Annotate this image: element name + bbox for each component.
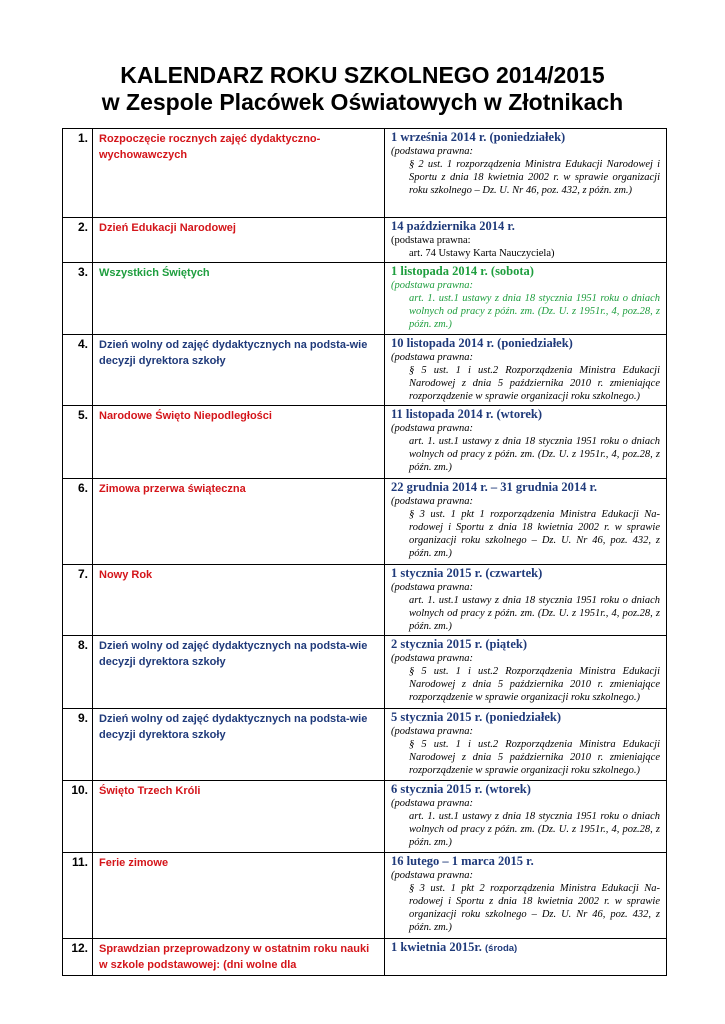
event-date-cell <box>385 781 667 853</box>
legal-basis-heading: (podstawa prawna: <box>391 423 473 434</box>
event-date-cell <box>385 479 667 565</box>
row-number: 4. <box>63 335 93 406</box>
table-row <box>63 636 667 709</box>
event-name: Zimowa przerwa świąteczna <box>93 479 385 565</box>
row-number: 11. <box>63 853 93 939</box>
event-name: Rozpoczęcie rocznych zajęć dydaktyczno-wychowawczych <box>93 129 385 218</box>
event-date: 22 grudnia 2014 r. – 31 grudnia 2014 r. <box>391 480 598 494</box>
event-date: 10 listopada 2014 r. (poniedziałek) <box>391 336 573 350</box>
event-date-cell <box>385 939 667 976</box>
legal-basis-text: § 2 ust. 1 rozporządzenia Ministra Edukacji Narodowej i Sportu z dnia 18 kwietnia 2002 r. w sprawie organizacji roku szkolnego – Dz. U. Nr 46, poz. 432, z późn. zm.) <box>409 159 660 196</box>
row-number: 9. <box>63 709 93 781</box>
legal-basis-heading: (podstawa prawna: <box>391 798 473 809</box>
event-name: Dzień wolny od zajęć dydaktycznych na podsta-wie decyzji dyrektora szkoły <box>93 636 385 709</box>
event-name: Dzień wolny od zajęć dydaktycznych na podsta-wie decyzji dyrektora szkoły <box>93 335 385 406</box>
table-row <box>63 479 667 565</box>
legal-basis-text: § 3 ust. 1 pkt 2 rozporządzenia Ministra Edukacji Na-rodowej i Sportu z dnia 18 kwietnia 2002 r. w sprawie organizacji roku szkolnego – Dz. U. Nr 46, poz. 432, z późn. zm.) <box>409 883 660 933</box>
legal-basis-text: § 5 ust. 1 i ust.2 Rozporządzenia Ministra Edukacji Narodowej z dnia 5 października 2010 r. zmieniające rozporządzenie w sprawie organizacji roku szkolnego.) <box>409 365 660 402</box>
row-number: 1. <box>63 129 93 218</box>
legal-basis-heading: (podstawa prawna: <box>391 726 473 737</box>
event-name: Wszystkich Świętych <box>93 263 385 335</box>
row-number: 12. <box>63 939 93 976</box>
event-date: 14 października 2014 r. <box>391 219 515 233</box>
table-row <box>63 129 667 218</box>
event-date: 1 stycznia 2015 r. (czwartek) <box>391 566 543 580</box>
legal-basis-heading: (podstawa prawna: <box>391 582 473 593</box>
row-number: 8. <box>63 636 93 709</box>
event-name: Ferie zimowe <box>93 853 385 939</box>
event-date: 2 stycznia 2015 r. (piątek) <box>391 637 527 651</box>
event-date: 6 stycznia 2015 r. (wtorek) <box>391 782 531 796</box>
table-row <box>63 939 667 976</box>
table-row <box>63 263 667 335</box>
event-name: Dzień Edukacji Narodowej <box>93 218 385 263</box>
legal-basis-text: § 3 ust. 1 pkt 1 rozporządzenia Ministra Edukacji Na-rodowej i Sportu z dnia 18 kwietnia 2002 r. w sprawie organizacji roku szkolnego – Dz. U. Nr 46, poz. 432, z późn. zm.) <box>409 509 660 559</box>
legal-basis-heading: (podstawa prawna: <box>391 280 473 291</box>
table-row <box>63 853 667 939</box>
event-date-cell <box>385 636 667 709</box>
table-row <box>63 218 667 263</box>
event-name: Dzień wolny od zajęć dydaktycznych na podsta-wie decyzji dyrektora szkoły <box>93 709 385 781</box>
event-date-cell <box>385 335 667 406</box>
legal-basis-heading: (podstawa prawna: <box>391 235 471 246</box>
table-row <box>63 781 667 853</box>
row-number: 3. <box>63 263 93 335</box>
row-number: 7. <box>63 565 93 636</box>
legal-basis-text: art. 1. ust.1 ustawy z dnia 18 stycznia 1951 roku o dniach wolnych od pracy z późn. zm. (Dz. U. z 1951r., 4, poz.28, z późn. zm.) <box>409 811 660 848</box>
legal-basis-text: art. 1. ust.1 ustawy z dnia 18 stycznia 1951 roku o dniach wolnych od pracy z późn. zm. (Dz. U. z 1951r., 4, poz.28, z późn. zm.) <box>409 436 660 473</box>
event-date-cell <box>385 406 667 479</box>
legal-basis-heading: (podstawa prawna: <box>391 352 473 363</box>
table-row <box>63 335 667 406</box>
event-date: 1 listopada 2014 r. (sobota) <box>391 264 534 278</box>
legal-basis-text: art. 1. ust.1 ustawy z dnia 18 stycznia 1951 roku o dniach wolnych od pracy z późn. zm. (Dz. U. z 1951r., 4, poz.28, z późn. zm.) <box>409 293 660 330</box>
row-number: 5. <box>63 406 93 479</box>
event-weekday: (środa) <box>485 943 518 954</box>
event-name: Narodowe Święto Niepodległości <box>93 406 385 479</box>
event-date: 1 września 2014 r. (poniedziałek) <box>391 130 566 144</box>
event-date-cell <box>385 709 667 781</box>
legal-basis-text: art. 74 Ustawy Karta Nauczyciela) <box>409 248 555 259</box>
row-number: 6. <box>63 479 93 565</box>
event-name: Nowy Rok <box>93 565 385 636</box>
event-name: Sprawdzian przeprowadzony w ostatnim roku nauki w szkole podstawowej: (dni wolne dla <box>93 939 385 976</box>
page-title <box>0 62 725 116</box>
calendar-table <box>62 128 667 976</box>
event-date-cell <box>385 263 667 335</box>
row-number: 10. <box>63 781 93 853</box>
legal-basis-text: art. 1. ust.1 ustawy z dnia 18 stycznia 1951 roku o dniach wolnych od pracy z późn. zm. (Dz. U. z 1951r., 4, poz.28, z późn. zm.) <box>409 595 660 632</box>
event-date: 5 stycznia 2015 r. (poniedziałek) <box>391 710 562 724</box>
table-row <box>63 406 667 479</box>
legal-basis-text: § 5 ust. 1 i ust.2 Rozporządzenia Ministra Edukacji Narodowej z dnia 5 października 2010 r. zmieniające rozporządzenie w sprawie organizacji roku szkolnego.) <box>409 666 660 703</box>
legal-basis-heading: (podstawa prawna: <box>391 653 473 664</box>
event-date: 11 listopada 2014 r. (wtorek) <box>391 407 543 421</box>
event-date-cell <box>385 853 667 939</box>
legal-basis-heading: (podstawa prawna: <box>391 496 473 507</box>
event-date <box>391 940 660 956</box>
title-line-1: KALENDARZ ROKU SZKOLNEGO 2014/2015 <box>120 62 605 88</box>
event-name: Święto Trzech Króli <box>93 781 385 853</box>
event-date: 16 lutego – 1 marca 2015 r. <box>391 854 534 868</box>
legal-basis-heading: (podstawa prawna: <box>391 146 473 157</box>
event-date-text: 1 kwietnia 2015r. <box>391 940 482 954</box>
event-date-cell <box>385 218 667 263</box>
event-date-cell <box>385 565 667 636</box>
row-number: 2. <box>63 218 93 263</box>
event-date-cell <box>385 129 667 218</box>
legal-basis-heading: (podstawa prawna: <box>391 870 473 881</box>
title-line-2: w Zespole Placówek Oświatowych w Złotnikach <box>101 89 624 115</box>
table-row <box>63 709 667 781</box>
table-row <box>63 565 667 636</box>
legal-basis-text: § 5 ust. 1 i ust.2 Rozporządzenia Ministra Edukacji Narodowej z dnia 5 października 2010 r. zmieniające rozporządzenie w sprawie organizacji roku szkolnego.) <box>409 739 660 776</box>
